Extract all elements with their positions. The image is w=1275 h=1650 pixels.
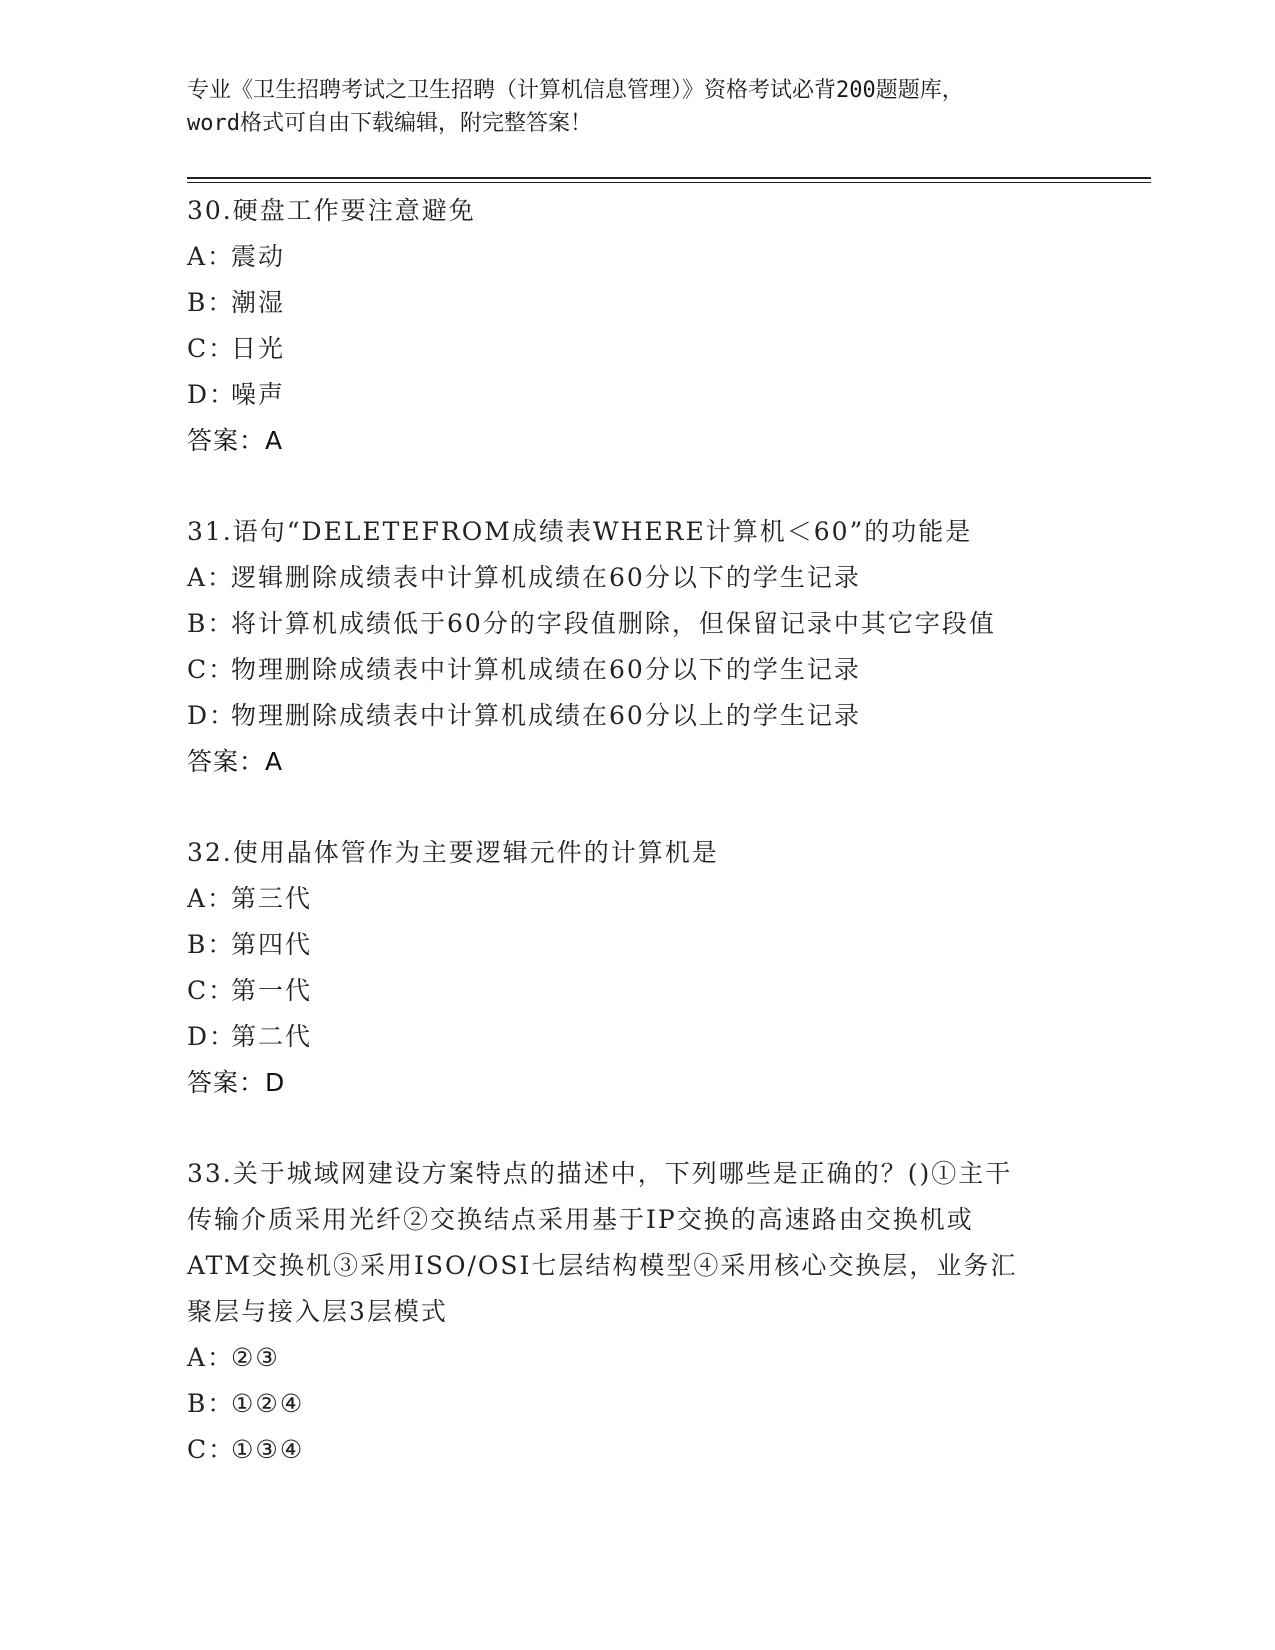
option-key: B： — [187, 930, 235, 959]
option-text: ②③ — [231, 1343, 280, 1372]
option-item — [187, 968, 1117, 1014]
question-stem: 聚层与接入层3层模式 — [187, 1297, 448, 1326]
question-stem: 33.关于城域网建设方案特点的描述中，下列哪些是正确的？()①主干 — [187, 1159, 1013, 1188]
option-text: 物理删除成绩表中计算机成绩在60分以上的学生记录 — [231, 701, 861, 730]
question-block — [187, 509, 1117, 785]
option-text: 逻辑删除成绩表中计算机成绩在60分以下的学生记录 — [231, 563, 861, 592]
option-item — [187, 234, 1117, 280]
question-list — [187, 188, 1117, 1518]
option-text: ①③④ — [231, 1435, 305, 1464]
option-key: B： — [187, 1389, 235, 1418]
document-header — [187, 74, 1087, 140]
option-item — [187, 601, 1117, 647]
question-block — [187, 1151, 1117, 1473]
option-text: ①②④ — [231, 1389, 305, 1418]
option-key: D： — [187, 1022, 237, 1051]
option-item — [187, 280, 1117, 326]
question-stem: 31.语句“DELETEFROM成绩表WHERE计算机＜60”的功能是 — [187, 517, 973, 546]
option-item — [187, 372, 1117, 418]
question-stem: 32.使用晶体管作为主要逻辑元件的计算机是 — [187, 838, 719, 867]
question-block — [187, 188, 1117, 464]
option-key: B： — [187, 288, 235, 317]
option-key: C： — [187, 1435, 236, 1464]
option-item — [187, 326, 1117, 372]
option-key: A： — [187, 884, 235, 913]
option-text: 物理删除成绩表中计算机成绩在60分以下的学生记录 — [231, 655, 861, 684]
option-item — [187, 1381, 1117, 1427]
option-text: 第一代 — [231, 976, 313, 1005]
option-key: C： — [187, 334, 236, 363]
option-item — [187, 647, 1117, 693]
question-stem: 传输介质采用光纤②交换结点采用基于IP交换的高速路由交换机或 — [187, 1205, 974, 1234]
option-text: 潮湿 — [231, 288, 286, 317]
option-text: 将计算机成绩低于60分的字段值删除，但保留记录中其它字段值 — [231, 609, 996, 638]
option-key: D： — [187, 380, 237, 409]
option-text: 噪声 — [231, 380, 286, 409]
header-line-1: 专业《卫生招聘考试之卫生招聘（计算机信息管理）》资格考试必背200题题库， — [187, 78, 964, 103]
option-key: A： — [187, 242, 235, 271]
question-block — [187, 830, 1117, 1106]
option-item — [187, 1427, 1117, 1473]
option-text: 日光 — [231, 334, 286, 363]
option-text: 震动 — [231, 242, 286, 271]
header-line-2: word格式可自由下载编辑，附完整答案！ — [187, 111, 592, 136]
question-stem: ATM交换机③采用ISO/OSI七层结构模型④采用核心交换层，业务汇 — [187, 1251, 1018, 1280]
option-text: 第二代 — [231, 1022, 313, 1051]
option-item — [187, 1335, 1117, 1381]
option-key: A： — [187, 1343, 235, 1372]
option-text: 第三代 — [231, 884, 313, 913]
answer-line: 答案：D — [187, 1068, 286, 1097]
option-key: D： — [187, 701, 237, 730]
header-divider-thick — [187, 177, 1151, 179]
option-key: C： — [187, 976, 236, 1005]
option-key: A： — [187, 563, 235, 592]
answer-line: 答案：A — [187, 426, 284, 455]
option-item — [187, 555, 1117, 601]
question-stem: 30.硬盘工作要注意避免 — [187, 196, 476, 225]
option-item — [187, 1014, 1117, 1060]
answer-line: 答案：A — [187, 747, 284, 776]
option-item — [187, 876, 1117, 922]
option-item — [187, 693, 1117, 739]
option-item — [187, 922, 1117, 968]
option-text: 第四代 — [231, 930, 313, 959]
option-key: C： — [187, 655, 236, 684]
header-divider-thin — [187, 182, 1151, 183]
option-key: B： — [187, 609, 235, 638]
